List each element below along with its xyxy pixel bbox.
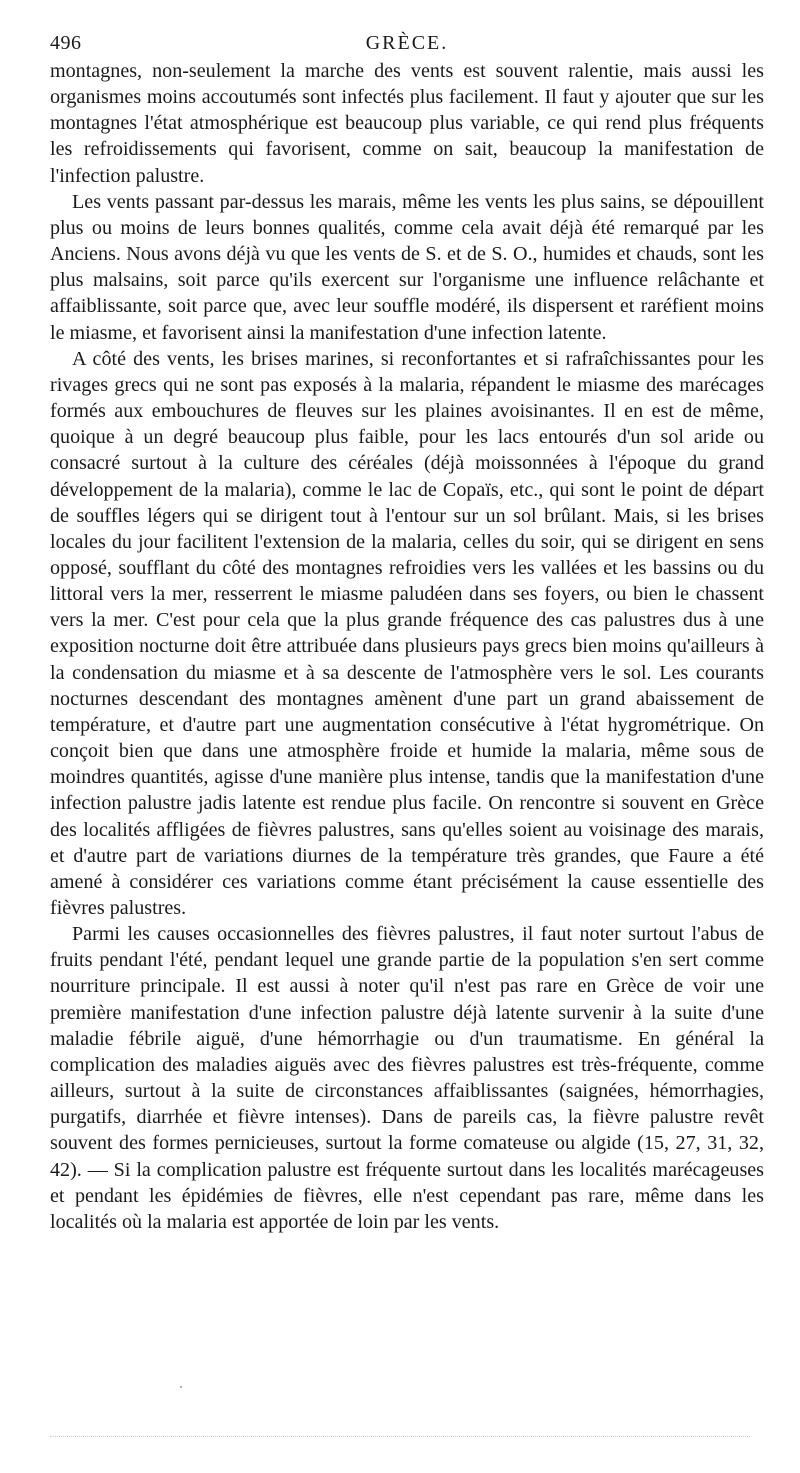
page-number: 496	[50, 32, 82, 54]
paragraph-3: A côté des vents, les brises marines, si reconfortantes et si rafraîchissantes pour les rivages grecs qui ne sont pas exposés à la malaria, répandent le miasme des marécages formés aux embouchures de fleuves sur les plaines avoisinantes. Il en est de même, quoique à un degré beaucoup plus faible, pour les lacs entourés d'un sol aride ou consacré surtout à la culture des céréales (déjà moissonnées à l'époque du grand développement de la malaria), comme le lac de Copaïs, etc., qui sont le point de départ de souffles légers qui se dirigent tout à l'entour sur un sol brûlant. Mais, si les brises locales du jour facilitent l'extension de la malaria, celles du soir, qui se dirigent en sens opposé, soufflant du côté des montagnes refroidies vers les vallées et les bassins ou du littoral vers la mer, resserrent le miasme paludéen dans ses foyers, ou bien le chassent vers la mer. C'est pour cela que la plus grande fréquence des cas palustres dus à une exposition nocturne doit être attribuée dans plusieurs pays grecs bien moins qu'ailleurs à la condensation du miasme et à sa descente de l'atmosphère vers le sol. Les courants nocturnes descendant des montagnes amènent d'une part un grand abaissement de température, et d'autre part une augmentation consécutive à l'état hygrométrique. On conçoit bien que dans une atmosphère froide et humide la malaria, même sous de moindres quantités, agisse d'une manière plus intense, tandis que la manifestation d'une infection palustre jadis latente est rendue plus facile. On rencontre si souvent en Grèce des localités affligées de fièvres palustres, sans qu'elles soient au voisinage des marais, et d'autre part de variations diurnes de la température très grandes, que Faure a été amené à considérer ces variations comme étant précisément la cause essentielle des fièvres palustres.	[50, 347, 764, 919]
running-head	[50, 28, 764, 58]
running-title: GRÈCE.	[365, 32, 449, 54]
paragraph-2: Les vents passant par-dessus les marais, même les vents les plus sains, se dépouillent plus ou moins de leurs bonnes qualités, comme cela avait déjà été remarqué par les Anciens. Nous avons déjà vu que les vents de S. et de S. O., humides et chauds, sont les plus malsains, soit parce qu'ils exercent sur l'organisme une influence relâchante et affaiblissante, soit parce que, avec leur souffle modéré, ils dispersent et raréfient moins le miasme, et favorisent ainsi la manifestation d'une infection latente.	[50, 190, 764, 344]
book-page	[50, 28, 764, 1235]
paragraph-1: montagnes, non-seulement la marche des vents est souvent ralentie, mais aussi les organismes moins accoutumés sont infectés plus facilement. Il faut y ajouter que sur les montagnes l'état atmosphérique est beaucoup plus variable, ce qui rend plus fréquents les refroidissements qui favorisent, comme on sait, beaucoup la manifestation de l'infection palustre.	[50, 60, 764, 187]
scan-speck	[180, 1386, 182, 1388]
paragraph-4: Parmi les causes occasionnelles des fièvres palustres, il faut noter surtout l'abus de fruits pendant l'été, pendant lequel une grande partie de la population s'en sert comme nourriture principale. Il est aussi à noter qu'il n'est pas rare en Grèce de voir une première manifestation d'une infection palustre déjà latente survenir à la suite d'une maladie fébrile aiguë, d'une hémorrhagie ou d'un traumatisme. En général la complication des maladies aiguës avec des fièvres palustres est très-fréquente, comme ailleurs, surtout à la suite de circonstances affaiblissantes (saignées, hémorrhagies, purgatifs, diarrhée et fièvre intenses). Dans de pareils cas, la fièvre palustre revêt souvent des formes pernicieuses, surtout la forme comateuse ou algide (15, 27, 31, 32, 42). — Si la complication palustre est fréquente surtout dans les localités marécageuses et pendant les épidémies de fièvres, elle n'est cependant pas rare, même dans les localités où la malaria est apportée de loin par les vents.	[50, 923, 764, 1233]
body-text	[50, 58, 764, 1235]
scan-bottom-noise	[50, 1436, 750, 1443]
